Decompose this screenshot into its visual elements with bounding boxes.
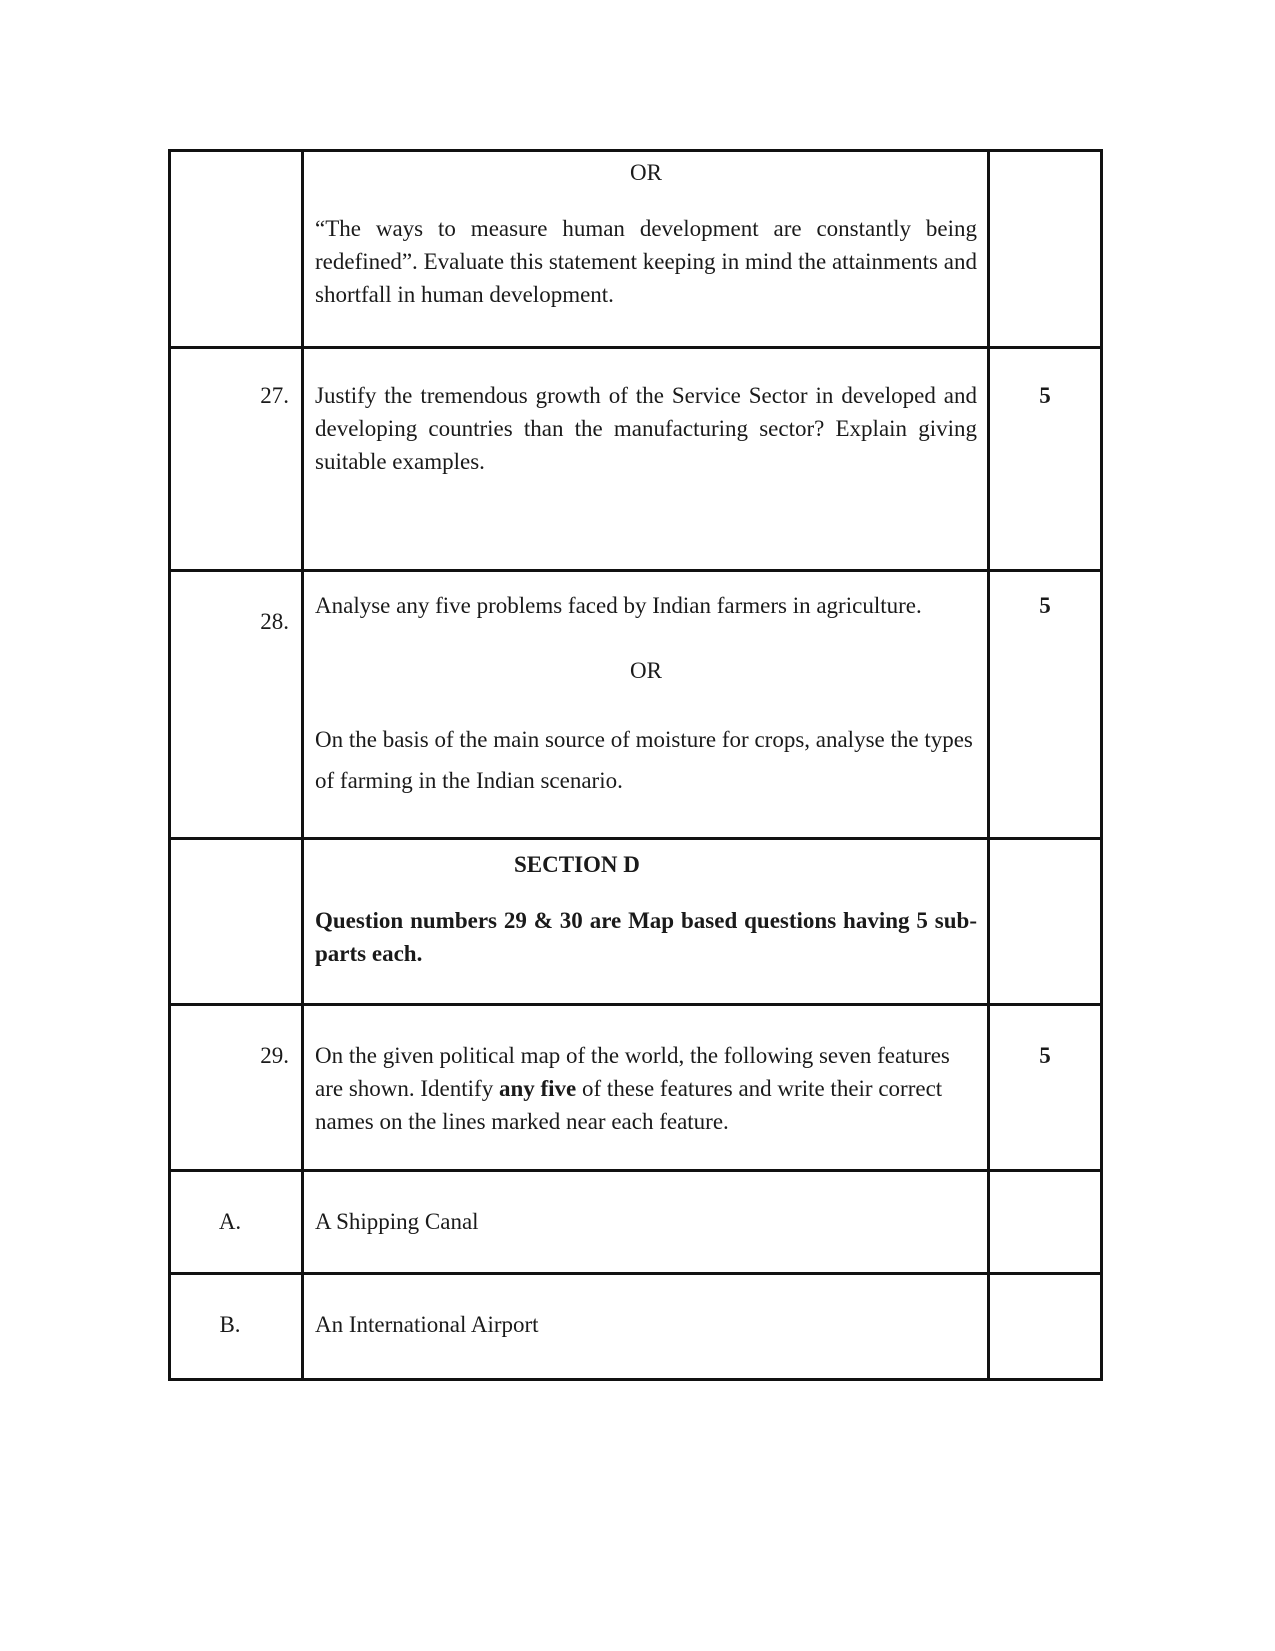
sub-part-text: A Shipping Canal bbox=[315, 1209, 479, 1234]
question-text-cell bbox=[303, 151, 989, 348]
sub-part-label-cell bbox=[170, 1171, 303, 1274]
question-text-emphasis: any five bbox=[498, 1076, 577, 1101]
section-instruction: Question numbers 29 & 30 are Map based questions having 5 sub-parts each. bbox=[315, 908, 977, 966]
or-separator: OR bbox=[630, 658, 662, 683]
question-number: 27. bbox=[260, 383, 289, 408]
marks-cell bbox=[989, 348, 1102, 571]
marks-cell bbox=[989, 151, 1102, 348]
table-row bbox=[170, 1171, 1102, 1274]
question-text-start: On the given political map of the world, the following seven features are shown. Identify bbox=[315, 1043, 950, 1101]
table-row bbox=[170, 1274, 1102, 1380]
question-text-end: of these features and write their correct names on the lines marked near each feature. bbox=[315, 1076, 943, 1134]
or-separator: OR bbox=[630, 160, 662, 185]
table-row bbox=[170, 1005, 1102, 1171]
question-number-cell bbox=[170, 151, 303, 348]
question-number-cell bbox=[170, 839, 303, 1005]
question-text-cell bbox=[303, 1005, 989, 1171]
question-text-cell bbox=[303, 571, 989, 839]
question-text: Analyse any five problems faced by Indian farmers in agriculture. bbox=[315, 593, 922, 618]
marks-value: 5 bbox=[1039, 1043, 1051, 1068]
question-text-alt: On the basis of the main source of moisture for crops, analyse the types of farming in the Indian scenario. bbox=[315, 727, 973, 793]
sub-part-label-cell bbox=[170, 1274, 303, 1380]
section-header-cell bbox=[303, 839, 989, 1005]
table-row bbox=[170, 348, 1102, 571]
question-number-cell bbox=[170, 1005, 303, 1171]
question-text: “The ways to measure human development are constantly being redefined”. Evaluate this statement keeping in mind the attainments and shortfall in human development. bbox=[315, 216, 977, 307]
marks-cell bbox=[989, 1005, 1102, 1171]
table-row bbox=[170, 839, 1102, 1005]
question-number: 28. bbox=[260, 609, 289, 634]
sub-part-text-cell bbox=[303, 1274, 989, 1380]
sub-part-label: A. bbox=[218, 1209, 242, 1234]
marks-value: 5 bbox=[1039, 593, 1051, 618]
question-number-cell bbox=[170, 571, 303, 839]
sub-part-label: B. bbox=[219, 1312, 241, 1337]
sub-part-text-cell bbox=[303, 1171, 989, 1274]
section-title: SECTION D bbox=[514, 852, 640, 877]
table-row bbox=[170, 151, 1102, 348]
table-row bbox=[170, 571, 1102, 839]
question-number-cell bbox=[170, 348, 303, 571]
marks-cell bbox=[989, 839, 1102, 1005]
marks-cell bbox=[989, 1274, 1102, 1380]
question-text bbox=[315, 1039, 977, 1138]
question-table bbox=[168, 149, 1103, 1381]
sub-part-text: An International Airport bbox=[315, 1312, 539, 1337]
marks-cell bbox=[989, 1171, 1102, 1274]
question-number: 29. bbox=[260, 1043, 289, 1068]
marks-value: 5 bbox=[1039, 383, 1051, 408]
marks-cell bbox=[989, 571, 1102, 839]
question-text: Justify the tremendous growth of the Service Sector in developed and developing countries than the manufacturing sector? Explain giving suitable examples. bbox=[315, 383, 977, 474]
question-text-cell bbox=[303, 348, 989, 571]
